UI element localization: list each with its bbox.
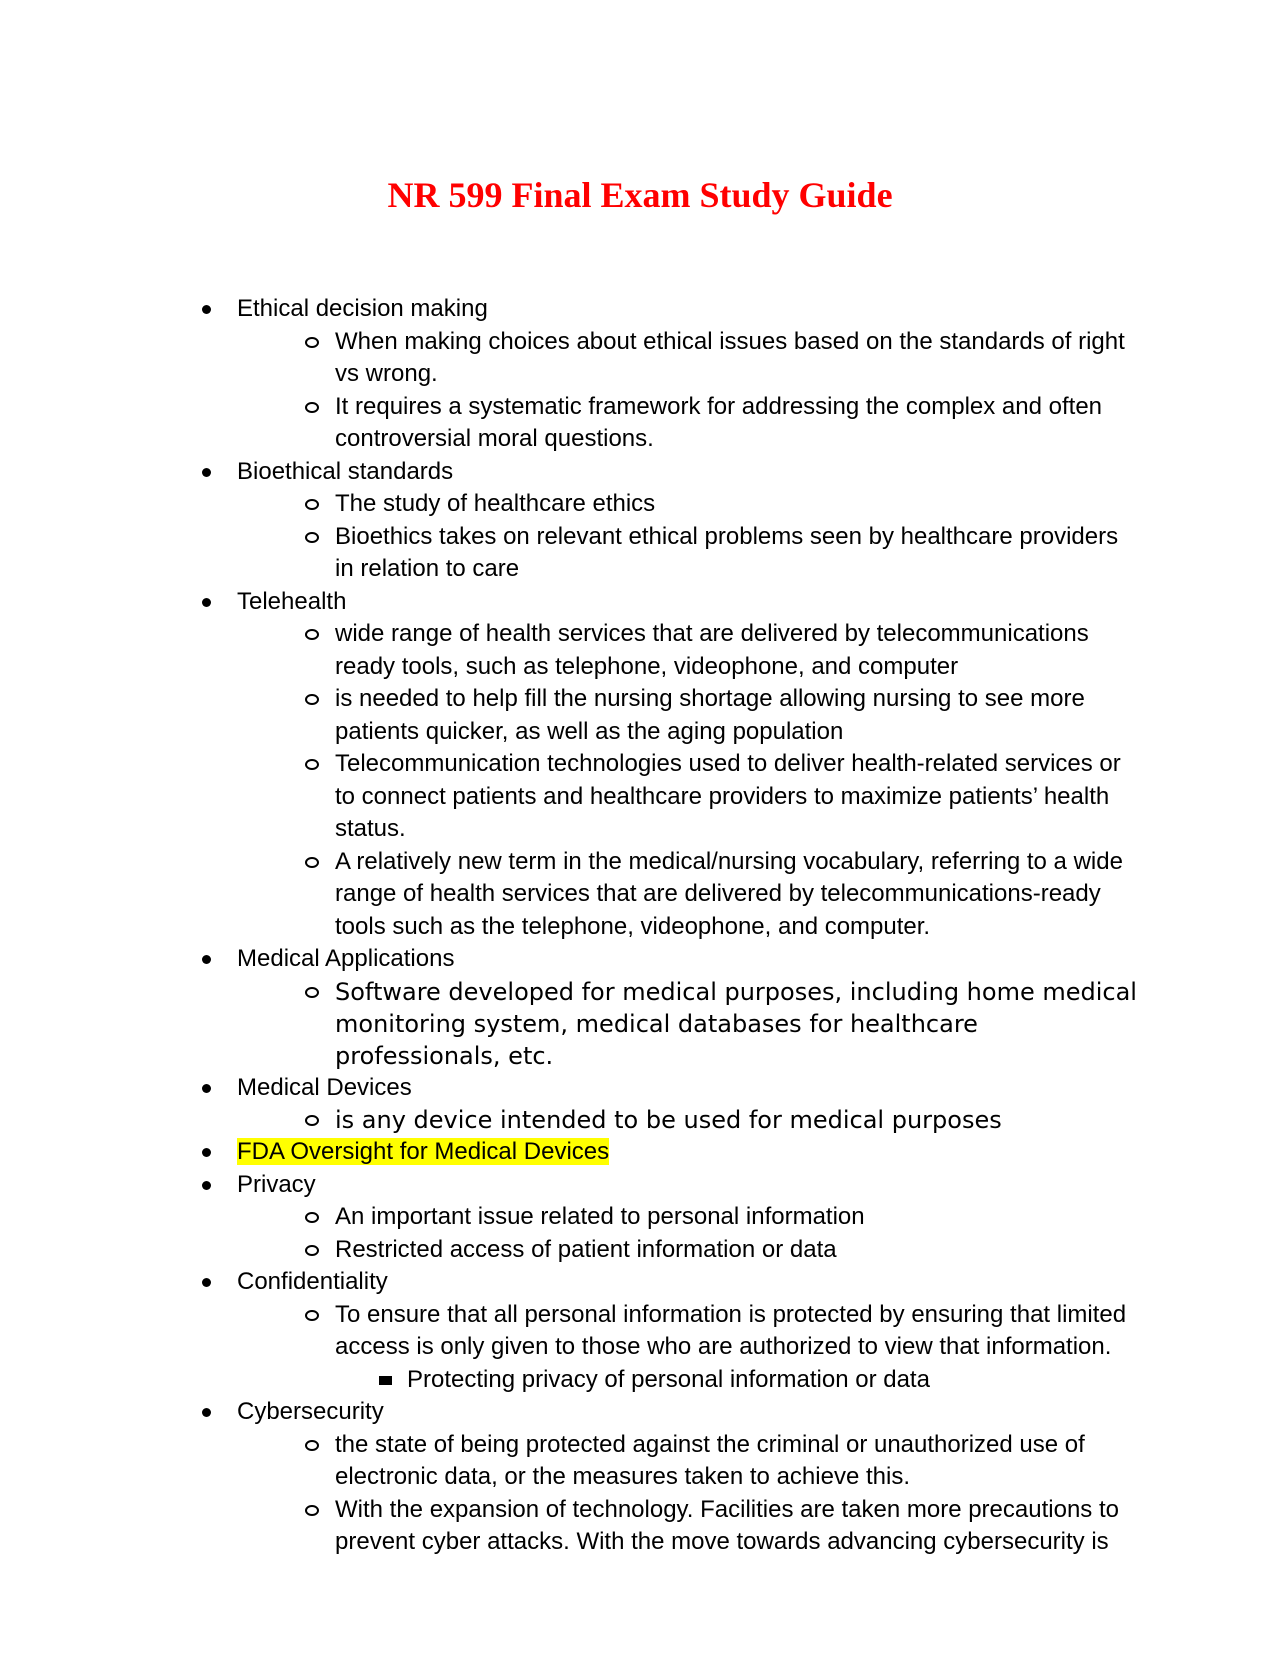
circle-bullet-icon (305, 759, 319, 770)
sub-item (237, 976, 1137, 1072)
circle-bullet-icon (305, 1245, 319, 1256)
topic-label: Telehealth (237, 587, 347, 615)
circle-bullet-icon (305, 1505, 319, 1516)
circle-bullet-icon (305, 1440, 319, 1451)
sub-sub-item (237, 1364, 1137, 1397)
bullet-icon (202, 1278, 211, 1287)
sub-item (237, 618, 1137, 683)
sub-item (237, 1104, 1137, 1136)
sub-list (237, 976, 1137, 1072)
topic-label: Confidentiality (237, 1268, 388, 1295)
sub-list (237, 618, 1137, 943)
topic-list (197, 293, 1137, 1559)
list-item (197, 1266, 1137, 1396)
page-title: NR 599 Final Exam Study Guide (387, 175, 893, 215)
bullet-icon (202, 1148, 211, 1157)
bullet-icon (202, 955, 211, 964)
sub-item-text: Software developed for medical purposes, including home medical monitoring system, medical databases for healthcare professionals, etc. (335, 977, 1137, 1070)
list-item (197, 1072, 1137, 1137)
sub-item-text: An important issue related to personal information (335, 1203, 865, 1230)
sub-item-text: When making choices about ethical issues based on the standards of right vs wrong. (335, 327, 1125, 387)
square-bullet-icon (379, 1376, 392, 1385)
sub-item (237, 1429, 1137, 1494)
sub-item-text: With the expansion of technology. Facilities are taken more precautions to prevent cyber attacks. With the move towards advancing cybersecurity is (335, 1495, 1119, 1555)
sub-item (237, 521, 1137, 586)
sub-item (237, 1201, 1137, 1234)
sub-item (237, 488, 1137, 521)
topic-label: Bioethical standards (237, 457, 454, 485)
sub-item-text: It requires a systematic framework for addressing the complex and often controversial moral questions. (335, 392, 1103, 452)
bullet-icon (202, 305, 211, 314)
sub-item-text: A relatively new term in the medical/nursing vocabulary, referring to a wide range of health services that are delivered by telecommunications-ready tools such as the telephone, videophone, and computer. (335, 847, 1123, 940)
sub-item (237, 683, 1137, 748)
topic-label: Medical Devices (237, 1073, 412, 1101)
sub-item-text: Bioethics takes on relevant ethical problems seen by healthcare providers in relation to care (335, 522, 1119, 582)
sub-item (237, 1234, 1137, 1267)
list-item (197, 1396, 1137, 1559)
bullet-icon (202, 1084, 211, 1093)
list-item (197, 456, 1137, 586)
circle-bullet-icon (305, 987, 319, 998)
circle-bullet-icon (305, 499, 319, 510)
sub-item-text: wide range of health services that are delivered by telecommunications ready tools, such as telephone, videophone, and computer (335, 620, 1089, 680)
topic-label: Ethical decision making (237, 295, 488, 322)
circle-bullet-icon (305, 1115, 319, 1126)
sub-list (237, 488, 1137, 586)
sub-list (237, 1429, 1137, 1559)
sub-item (237, 846, 1137, 944)
sub-item-text: is needed to help fill the nursing shortage allowing nursing to see more patients quicker, as well as the aging population (335, 685, 1085, 745)
topic-label: Privacy (237, 1170, 316, 1198)
sub-item-text: is any device intended to be used for medical purposes (335, 1106, 1002, 1134)
sub-item-text: Restricted access of patient information or data (335, 1235, 837, 1263)
circle-bullet-icon (305, 694, 319, 705)
sub-item (237, 1494, 1137, 1559)
topic-label: Cybersecurity (237, 1398, 384, 1425)
sub-item-text: To ensure that all personal information is protected by ensuring that limited access is only given to those who are authorized to view that information. (335, 1300, 1127, 1360)
sub-item (237, 748, 1137, 846)
circle-bullet-icon (305, 532, 319, 543)
topic-label: Medical Applications (237, 945, 455, 972)
sub-item (237, 391, 1137, 456)
sub-item-text: Telecommunication technologies used to deliver health-related services or to connect patients and healthcare providers to maximize patients’ health status. (335, 750, 1121, 842)
sub-list (237, 1104, 1137, 1136)
sub-list (237, 1299, 1137, 1364)
sub-sub-list (237, 1364, 1137, 1397)
sub-sub-item-text: Protecting privacy of personal information or data (407, 1365, 930, 1393)
bullet-icon (202, 1408, 211, 1417)
sub-item (237, 1299, 1137, 1364)
list-item (197, 586, 1137, 944)
circle-bullet-icon (305, 337, 319, 348)
sub-item-text: the state of being protected against the criminal or unauthorized use of electronic data, or the measures taken to achieve this. (335, 1430, 1085, 1490)
study-guide-content (197, 293, 1137, 1559)
sub-list (237, 1201, 1137, 1266)
list-item (197, 1136, 1137, 1169)
list-item (197, 293, 1137, 456)
sub-item-text: The study of healthcare ethics (335, 490, 656, 517)
circle-bullet-icon (305, 857, 319, 868)
highlighted-topic-label: FDA Oversight for Medical Devices (237, 1138, 610, 1165)
list-item (197, 943, 1137, 1072)
sub-item (237, 326, 1137, 391)
sub-list (237, 326, 1137, 456)
circle-bullet-icon (305, 1310, 319, 1321)
bullet-icon (202, 1181, 211, 1190)
circle-bullet-icon (305, 402, 319, 413)
bullet-icon (202, 468, 211, 477)
list-item (197, 1169, 1137, 1267)
circle-bullet-icon (305, 629, 319, 640)
bullet-icon (202, 598, 211, 607)
circle-bullet-icon (305, 1212, 319, 1223)
